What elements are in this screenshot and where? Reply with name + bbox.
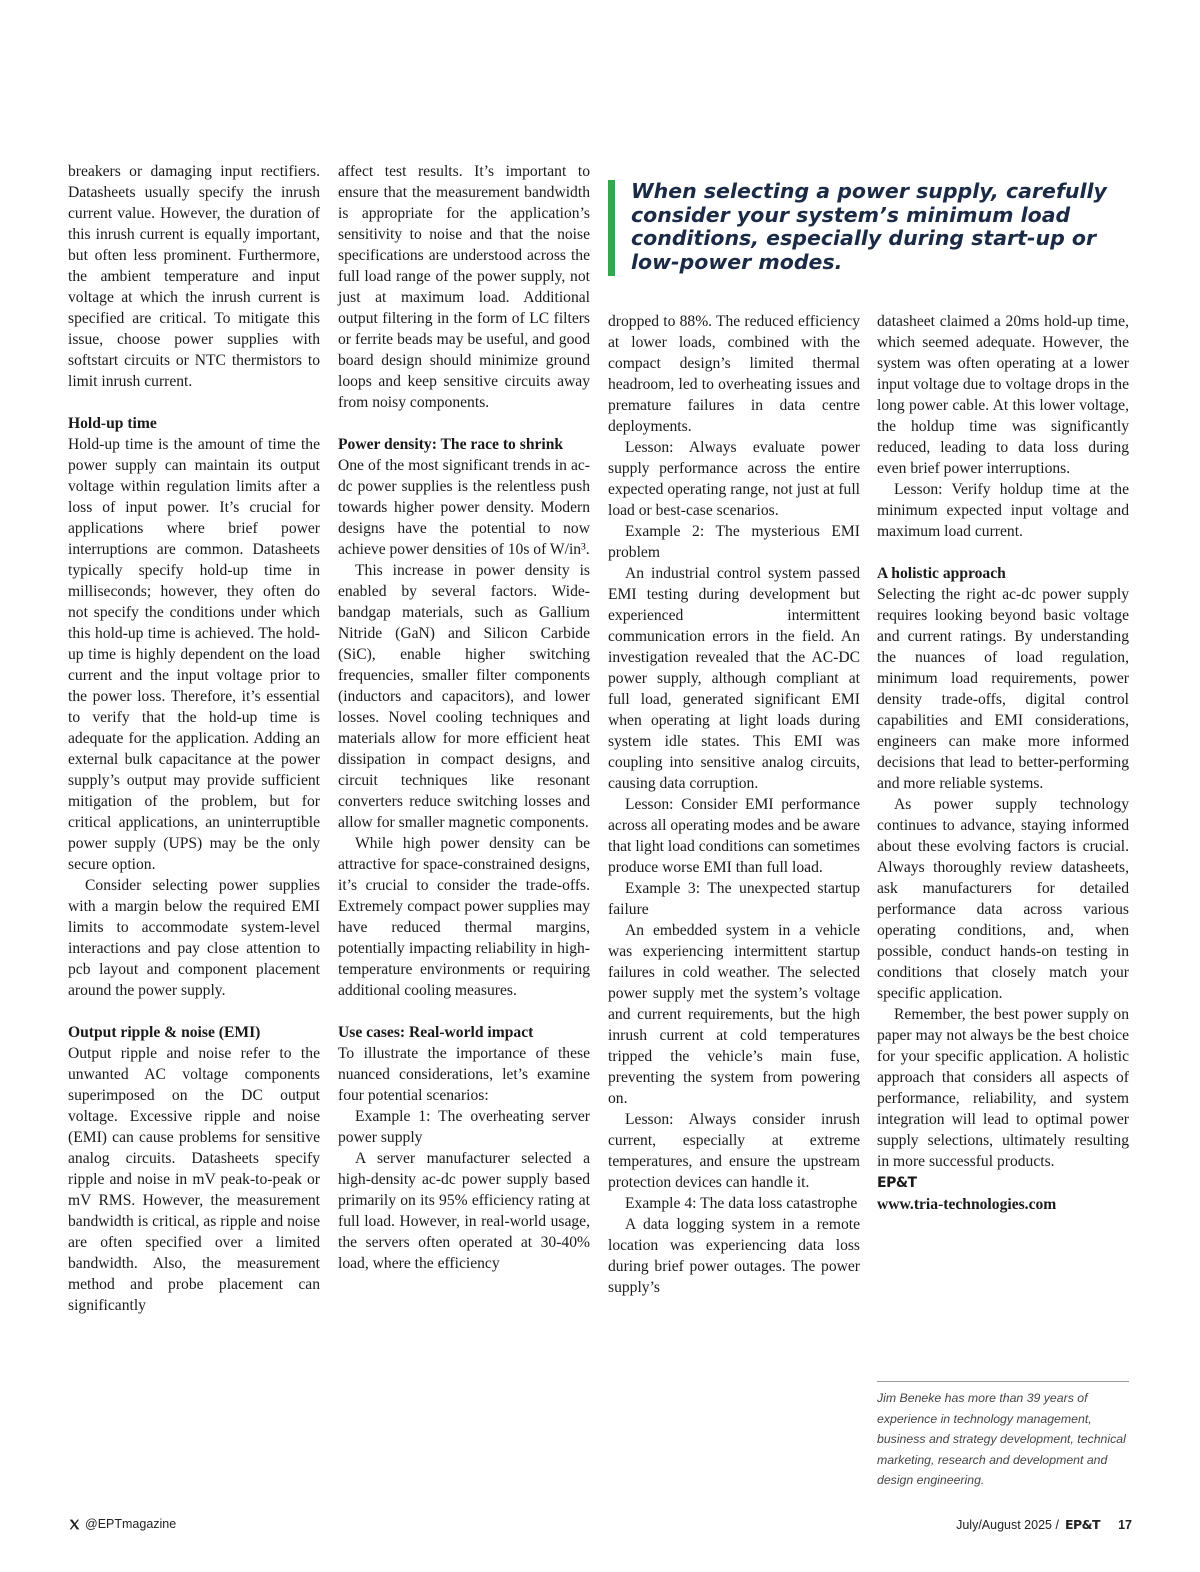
brand-logo: EP&T — [1064, 1517, 1101, 1532]
article-column-2 — [338, 161, 590, 1274]
paragraph: datasheet claimed a 20ms hold-up time, which seemed adequate. However, the system was often operating at a lower input voltage due to voltage drops in the long power cable. At this lower voltage, the holdup time was significantly reduced, leading to data loss during even brief power interruptions. — [877, 313, 1129, 477]
folio — [956, 1517, 1132, 1532]
paragraph: Remember, the best power supply on paper may not always be the best choice for your specific application. A holistic approach that considers all aspects of performance, reliability, and system integration will lead to optimal power supply selections, ultimately resulting in more successful products. — [877, 1006, 1129, 1170]
paragraph: One of the most significant trends in ac-dc power supplies is the relentless push towards higher power density. Modern designs have the potential to now achieve power densities of 10s of W/in³. — [338, 457, 590, 558]
social-handle-text: @EPTmagazine — [85, 1517, 177, 1531]
paragraph: Selecting the right ac-dc power supply requires looking beyond basic voltage and current ratings. By understanding the nuances of load regulation, minimum load requirements, power density trade-offs, digital control capabilities and EMI considerations, engineers can make more informed decisions that lead to better-performing and more reliable systems. — [877, 586, 1129, 792]
lesson-paragraph: Lesson: Verify holdup time at the minimum expected input voltage and maximum load current. — [877, 481, 1129, 540]
paragraph: This increase in power density is enabled by several factors. Wide-bandgap materials, such as Gallium Nitride (GaN) and Silicon Carbide (SiC), enable higher switching frequencies, smaller filter components (inductors and capacitors), and lower losses. Novel cooling techniques and materials allow for more efficient heat dissipation in compact designs, and circuit techniques like resonant converters reduce switching losses and allow for smaller magnetic components. — [338, 562, 590, 831]
pull-quote-line: consider your system’s minimum load — [631, 202, 1071, 227]
example-title: Example 2: The mysterious EMI problem — [608, 523, 860, 561]
section-heading-usecases: Use cases: Real-world impact — [338, 1024, 534, 1041]
lesson-paragraph: Lesson: Always evaluate power supply performance across the entire expected operating range, not just at full load or best-case scenarios. — [608, 439, 860, 519]
article-column-3 — [608, 311, 860, 1298]
lesson-paragraph: Lesson: Always consider inrush current, especially at extreme temperatures, and ensure the upstream protection devices can handle it. — [608, 1111, 860, 1191]
paragraph: A data logging system in a remote location was experiencing data loss during brief power outages. The power supply’s — [608, 1216, 860, 1296]
article-column-4 — [877, 311, 1129, 1215]
article-column-1 — [68, 161, 320, 1316]
paragraph: affect test results. It’s important to ensure that the measurement bandwidth is appropriate for the application’s sensitivity to noise and that the noise specifications are understood across the full load range of the power supply, not just at maximum load. Additional output filtering in the form of LC filters or ferrite beads may be useful, and good board design should minimize ground loops and keep sensitive circuits away from noisy components. — [338, 163, 590, 411]
paragraph: breakers or damaging input rectifiers. Datasheets usually specify the inrush current value. However, the duration of this inrush current is equally important, but often less prominent. Furthermore, the ambient temperature and input voltage at which the inrush current is specified are critical. To mitigate this issue, choose power supplies with softstart circuits or NTC thermistors to limit inrush current. — [68, 163, 320, 390]
example-title: Example 3: The unexpected startup failure — [608, 880, 860, 918]
paragraph: To illustrate the importance of these nuanced considerations, let’s examine four potential scenarios: — [338, 1045, 590, 1104]
paragraph: Hold-up time is the amount of time the power supply can maintain its output voltage within regulation limits after a loss of input power. It’s crucial for applications where brief power interruptions are common. Datasheets typically specify hold-up time in milliseconds; however, they often do not specify the conditions under which this hold-up time is achieved. The hold-up time is highly dependent on the load current and the input voltage prior to the power loss. Therefore, it’s essential to verify that the hold-up time is adequate for the application. Adding an external bulk capacitance at the power supply’s output may provide sufficient mitigation of the problem, but for critical applications, an uninterruptible power supply (UPS) may be the only secure option. — [68, 436, 320, 873]
pull-quote-line: low-power modes. — [631, 249, 843, 274]
paragraph: A server manufacturer selected a high-density ac-dc power supply based primarily on its 95% efficiency rating at full load. However, in real-world usage, the servers often operated at 30-40% load, where the efficiency — [338, 1150, 590, 1272]
paragraph: An industrial control system passed EMI testing during development but experienced intermittent communication errors in the field. An investigation revealed that the AC-DC power supply, although compliant at full load, generated significant EMI when operating at light loads during system idle states. This EMI was coupling into sensitive analog circuits, causing data corruption. — [608, 565, 860, 792]
pull-quote — [608, 180, 1128, 276]
pull-quote-line: conditions, especially during start-up or — [631, 226, 1097, 250]
website-link[interactable]: www.tria-technologies.com — [877, 1196, 1057, 1213]
pull-quote-line: When selecting a power supply, carefully — [631, 179, 1107, 203]
x-logo-icon — [68, 1518, 81, 1531]
author-bio: Jim Beneke has more than 39 years of experience in technology management, business and strategy development, technical marketing, research and development and design engineering. — [877, 1381, 1129, 1491]
example-title: Example 4: The data loss catastrophe — [625, 1195, 858, 1212]
example-title: Example 1: The overheating server power supply — [338, 1108, 590, 1146]
end-mark: EP&T — [877, 1175, 917, 1191]
paragraph: An embedded system in a vehicle was experiencing intermittent startup failures in cold weather. The selected power supply met the system’s voltage and current requirements, but the high inrush current at cold temperatures tripped the vehicle’s main fuse, preventing the system from powering on. — [608, 922, 860, 1107]
paragraph: Output ripple and noise refer to the unwanted AC voltage components superimposed on the DC output voltage. Excessive ripple and noise (EMI) can cause problems for sensitive analog circuits. Datasheets specify ripple and noise in mV peak-to-peak or mV RMS. However, the measurement bandwidth is critical, as ripple and noise are often specified over a limited bandwidth. Also, the measurement method and probe placement can significantly — [68, 1045, 320, 1314]
section-heading-holdup: Hold-up time — [68, 415, 157, 432]
issue-date: July/August 2025 / — [956, 1517, 1059, 1532]
paragraph: Consider selecting power supplies with a margin below the required EMI limits to accommodate system-level interactions and pay close attention to pcb layout and component placement around the power supply. — [68, 877, 320, 999]
page-footer — [68, 1517, 1132, 1537]
section-heading-ripple: Output ripple & noise (EMI) — [68, 1024, 261, 1041]
section-heading-holistic: A holistic approach — [877, 565, 1006, 582]
page-number: 17 — [1118, 1517, 1132, 1532]
social-handle[interactable] — [68, 1517, 176, 1531]
section-heading-density: Power density: The race to shrink — [338, 436, 564, 453]
lesson-paragraph: Lesson: Consider EMI performance across all operating modes and be aware that light load conditions can sometimes produce worse EMI than full load. — [608, 796, 860, 876]
paragraph: As power supply technology continues to advance, staying informed about these evolving factors is crucial. Always thoroughly review datasheets, ask manufacturers for detailed performance data across various operating conditions, and, when possible, conduct hands-on testing in conditions that closely match your specific application. — [877, 796, 1129, 1002]
paragraph: While high power density can be attractive for space-constrained designs, it’s crucial to consider the trade-offs. Extremely compact power supplies may have reduced thermal margins, potentially impacting reliability in high-temperature environments or requiring additional cooling measures. — [338, 835, 590, 999]
paragraph: dropped to 88%. The reduced efficiency at lower loads, combined with the compact design’s limited thermal headroom, led to overheating issues and premature failures in data centre deployments. — [608, 313, 860, 435]
